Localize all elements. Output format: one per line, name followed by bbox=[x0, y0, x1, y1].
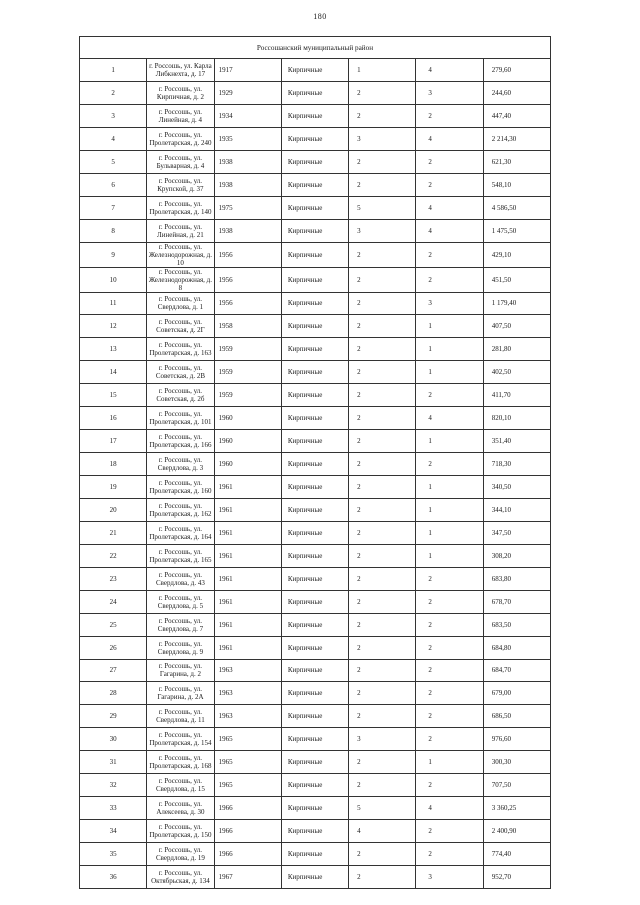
floors-cell: 2 bbox=[349, 682, 416, 705]
year-cell: 1929 bbox=[214, 81, 281, 104]
year-cell: 1965 bbox=[214, 751, 281, 774]
year-cell: 1938 bbox=[214, 173, 281, 196]
entrances-cell: 4 bbox=[416, 127, 483, 150]
year-cell: 1961 bbox=[214, 544, 281, 567]
row-number: 25 bbox=[80, 613, 147, 636]
material-cell: Кирпичные bbox=[281, 613, 348, 636]
entrances-cell: 1 bbox=[416, 476, 483, 499]
material-cell: Кирпичные bbox=[281, 567, 348, 590]
entrances-cell: 2 bbox=[416, 150, 483, 173]
area-cell: 281,80 bbox=[483, 338, 550, 361]
entrances-cell: 2 bbox=[416, 774, 483, 797]
material-cell: Кирпичные bbox=[281, 219, 348, 242]
year-cell: 1961 bbox=[214, 521, 281, 544]
address-cell: г. Россошь, ул. Пролетарская, д. 154 bbox=[147, 728, 214, 751]
row-number: 23 bbox=[80, 567, 147, 590]
area-cell: 707,50 bbox=[483, 774, 550, 797]
area-cell: 308,20 bbox=[483, 544, 550, 567]
material-cell: Кирпичные bbox=[281, 544, 348, 567]
address-cell: г. Россошь, ул. Кирпичная, д. 2 bbox=[147, 81, 214, 104]
area-cell: 244,60 bbox=[483, 81, 550, 104]
address-cell: г. Россошь, ул. Крупской, д. 37 bbox=[147, 173, 214, 196]
row-number: 26 bbox=[80, 636, 147, 659]
entrances-cell: 4 bbox=[416, 797, 483, 820]
material-cell: Кирпичные bbox=[281, 476, 348, 499]
address-cell: г. Россошь, ул. Гагарина, д. 2А bbox=[147, 682, 214, 705]
table-row bbox=[80, 476, 551, 499]
area-cell: 684,80 bbox=[483, 636, 550, 659]
row-number: 11 bbox=[80, 292, 147, 315]
row-number: 36 bbox=[80, 865, 147, 888]
row-number: 13 bbox=[80, 338, 147, 361]
area-cell: 411,70 bbox=[483, 384, 550, 407]
row-number: 16 bbox=[80, 407, 147, 430]
table-row bbox=[80, 636, 551, 659]
address-cell: г. Россошь, ул. Свердлова, д. 1 bbox=[147, 292, 214, 315]
year-cell: 1966 bbox=[214, 843, 281, 866]
table-row bbox=[80, 196, 551, 219]
floors-cell: 2 bbox=[349, 613, 416, 636]
material-cell: Кирпичные bbox=[281, 751, 348, 774]
table-row bbox=[80, 797, 551, 820]
entrances-cell: 2 bbox=[416, 384, 483, 407]
entrances-cell: 2 bbox=[416, 843, 483, 866]
entrances-cell: 2 bbox=[416, 267, 483, 292]
address-cell: г. Россошь, ул. Бульварная, д. 4 bbox=[147, 150, 214, 173]
year-cell: 1966 bbox=[214, 797, 281, 820]
area-cell: 1 179,40 bbox=[483, 292, 550, 315]
floors-cell: 2 bbox=[349, 544, 416, 567]
entrances-cell: 1 bbox=[416, 544, 483, 567]
row-number: 1 bbox=[80, 59, 147, 82]
table-row bbox=[80, 613, 551, 636]
area-cell: 447,40 bbox=[483, 104, 550, 127]
material-cell: Кирпичные bbox=[281, 521, 348, 544]
material-cell: Кирпичные bbox=[281, 292, 348, 315]
floors-cell: 2 bbox=[349, 476, 416, 499]
floors-cell: 2 bbox=[349, 705, 416, 728]
address-cell: г. Россошь, ул. Пролетарская, д. 164 bbox=[147, 521, 214, 544]
area-cell: 407,50 bbox=[483, 315, 550, 338]
year-cell: 1960 bbox=[214, 407, 281, 430]
material-cell: Кирпичные bbox=[281, 104, 348, 127]
row-number: 22 bbox=[80, 544, 147, 567]
table-row bbox=[80, 127, 551, 150]
material-cell: Кирпичные bbox=[281, 384, 348, 407]
area-cell: 683,80 bbox=[483, 567, 550, 590]
row-number: 31 bbox=[80, 751, 147, 774]
address-cell: г. Россошь, ул. Пролетарская, д. 140 bbox=[147, 196, 214, 219]
row-number: 4 bbox=[80, 127, 147, 150]
row-number: 5 bbox=[80, 150, 147, 173]
floors-cell: 3 bbox=[349, 219, 416, 242]
table-body bbox=[80, 37, 551, 889]
entrances-cell: 1 bbox=[416, 521, 483, 544]
address-cell: г. Россошь, ул. Гагарина, д. 2 bbox=[147, 659, 214, 682]
table-row bbox=[80, 315, 551, 338]
material-cell: Кирпичные bbox=[281, 636, 348, 659]
material-cell: Кирпичные bbox=[281, 705, 348, 728]
floors-cell: 2 bbox=[349, 361, 416, 384]
row-number: 10 bbox=[80, 267, 147, 292]
table-row bbox=[80, 150, 551, 173]
row-number: 27 bbox=[80, 659, 147, 682]
row-number: 28 bbox=[80, 682, 147, 705]
entrances-cell: 3 bbox=[416, 292, 483, 315]
floors-cell: 2 bbox=[349, 173, 416, 196]
area-cell: 300,30 bbox=[483, 751, 550, 774]
address-cell: г. Россошь, ул. Пролетарская, д. 162 bbox=[147, 498, 214, 521]
address-cell: г. Россошь, ул. Линейная, д. 21 bbox=[147, 219, 214, 242]
area-cell: 344,10 bbox=[483, 498, 550, 521]
table-row bbox=[80, 59, 551, 82]
year-cell: 1935 bbox=[214, 127, 281, 150]
row-number: 12 bbox=[80, 315, 147, 338]
floors-cell: 5 bbox=[349, 797, 416, 820]
material-cell: Кирпичные bbox=[281, 774, 348, 797]
address-cell: г. Россошь, ул. Карла Либкнехта, д. 17 bbox=[147, 59, 214, 82]
year-cell: 1967 bbox=[214, 865, 281, 888]
entrances-cell: 4 bbox=[416, 196, 483, 219]
entrances-cell: 2 bbox=[416, 613, 483, 636]
floors-cell: 2 bbox=[349, 659, 416, 682]
material-cell: Кирпичные bbox=[281, 338, 348, 361]
entrances-cell: 2 bbox=[416, 636, 483, 659]
floors-cell: 1 bbox=[349, 59, 416, 82]
table-row bbox=[80, 242, 551, 267]
material-cell: Кирпичные bbox=[281, 81, 348, 104]
year-cell: 1956 bbox=[214, 292, 281, 315]
floors-cell: 2 bbox=[349, 430, 416, 453]
year-cell: 1938 bbox=[214, 219, 281, 242]
table-row bbox=[80, 292, 551, 315]
year-cell: 1959 bbox=[214, 338, 281, 361]
floors-cell: 2 bbox=[349, 774, 416, 797]
row-number: 18 bbox=[80, 453, 147, 476]
year-cell: 1958 bbox=[214, 315, 281, 338]
address-cell: г. Россошь, ул. Пролетарская, д. 150 bbox=[147, 820, 214, 843]
year-cell: 1917 bbox=[214, 59, 281, 82]
row-number: 2 bbox=[80, 81, 147, 104]
floors-cell: 2 bbox=[349, 150, 416, 173]
material-cell: Кирпичные bbox=[281, 196, 348, 219]
address-cell: г. Россошь, ул. Пролетарская, д. 165 bbox=[147, 544, 214, 567]
material-cell: Кирпичные bbox=[281, 150, 348, 173]
table-row bbox=[80, 705, 551, 728]
address-cell: г. Россошь, ул. Алексеева, д. 30 bbox=[147, 797, 214, 820]
entrances-cell: 2 bbox=[416, 173, 483, 196]
table-row bbox=[80, 820, 551, 843]
floors-cell: 2 bbox=[349, 242, 416, 267]
floors-cell: 2 bbox=[349, 384, 416, 407]
table-row bbox=[80, 219, 551, 242]
area-cell: 4 586,50 bbox=[483, 196, 550, 219]
floors-cell: 2 bbox=[349, 567, 416, 590]
address-cell: г. Россошь, ул. Свердлова, д. 15 bbox=[147, 774, 214, 797]
table-row bbox=[80, 774, 551, 797]
entrances-cell: 2 bbox=[416, 682, 483, 705]
row-number: 20 bbox=[80, 498, 147, 521]
floors-cell: 2 bbox=[349, 636, 416, 659]
table-row bbox=[80, 544, 551, 567]
year-cell: 1961 bbox=[214, 498, 281, 521]
address-cell: г. Россошь, ул. Пролетарская, д. 160 bbox=[147, 476, 214, 499]
material-cell: Кирпичные bbox=[281, 430, 348, 453]
area-cell: 683,50 bbox=[483, 613, 550, 636]
table-row bbox=[80, 843, 551, 866]
floors-cell: 2 bbox=[349, 407, 416, 430]
address-cell: г. Россошь, ул. Пролетарская, д. 163 bbox=[147, 338, 214, 361]
year-cell: 1934 bbox=[214, 104, 281, 127]
material-cell: Кирпичные bbox=[281, 59, 348, 82]
address-cell: г. Россошь, ул. Свердлова, д. 3 bbox=[147, 453, 214, 476]
area-cell: 621,30 bbox=[483, 150, 550, 173]
entrances-cell: 2 bbox=[416, 705, 483, 728]
area-cell: 548,10 bbox=[483, 173, 550, 196]
entrances-cell: 2 bbox=[416, 567, 483, 590]
table-row bbox=[80, 453, 551, 476]
material-cell: Кирпичные bbox=[281, 407, 348, 430]
area-cell: 1 475,50 bbox=[483, 219, 550, 242]
row-number: 7 bbox=[80, 196, 147, 219]
material-cell: Кирпичные bbox=[281, 590, 348, 613]
table-row bbox=[80, 81, 551, 104]
area-cell: 976,60 bbox=[483, 728, 550, 751]
section-header-row bbox=[80, 37, 551, 59]
row-number: 14 bbox=[80, 361, 147, 384]
year-cell: 1959 bbox=[214, 361, 281, 384]
address-cell: г. Россошь, ул. Железнодорожная, д. 10 bbox=[147, 242, 214, 267]
section-title: Россошанский муниципальный район bbox=[80, 37, 551, 59]
address-cell: г. Россошь, ул. Свердлова, д. 19 bbox=[147, 843, 214, 866]
area-cell: 402,50 bbox=[483, 361, 550, 384]
table-row bbox=[80, 498, 551, 521]
row-number: 33 bbox=[80, 797, 147, 820]
floors-cell: 2 bbox=[349, 267, 416, 292]
material-cell: Кирпичные bbox=[281, 659, 348, 682]
area-cell: 718,30 bbox=[483, 453, 550, 476]
area-cell: 351,40 bbox=[483, 430, 550, 453]
year-cell: 1966 bbox=[214, 820, 281, 843]
address-cell: г. Россошь, ул. Октябрьская, д. 134 bbox=[147, 865, 214, 888]
year-cell: 1961 bbox=[214, 567, 281, 590]
floors-cell: 5 bbox=[349, 196, 416, 219]
area-cell: 686,50 bbox=[483, 705, 550, 728]
year-cell: 1963 bbox=[214, 705, 281, 728]
year-cell: 1963 bbox=[214, 682, 281, 705]
entrances-cell: 1 bbox=[416, 338, 483, 361]
entrances-cell: 1 bbox=[416, 751, 483, 774]
area-cell: 429,10 bbox=[483, 242, 550, 267]
material-cell: Кирпичные bbox=[281, 127, 348, 150]
year-cell: 1961 bbox=[214, 476, 281, 499]
material-cell: Кирпичные bbox=[281, 498, 348, 521]
row-number: 15 bbox=[80, 384, 147, 407]
table-row bbox=[80, 751, 551, 774]
entrances-cell: 2 bbox=[416, 242, 483, 267]
housing-table bbox=[79, 36, 551, 889]
material-cell: Кирпичные bbox=[281, 820, 348, 843]
floors-cell: 2 bbox=[349, 498, 416, 521]
address-cell: г. Россошь, ул. Пролетарская, д. 166 bbox=[147, 430, 214, 453]
floors-cell: 2 bbox=[349, 453, 416, 476]
table-row bbox=[80, 267, 551, 292]
address-cell: г. Россошь, ул. Свердлова, д. 7 bbox=[147, 613, 214, 636]
table-row bbox=[80, 865, 551, 888]
entrances-cell: 4 bbox=[416, 407, 483, 430]
row-number: 30 bbox=[80, 728, 147, 751]
floors-cell: 2 bbox=[349, 104, 416, 127]
floors-cell: 4 bbox=[349, 820, 416, 843]
floors-cell: 2 bbox=[349, 81, 416, 104]
entrances-cell: 2 bbox=[416, 590, 483, 613]
floors-cell: 2 bbox=[349, 292, 416, 315]
year-cell: 1938 bbox=[214, 150, 281, 173]
area-cell: 678,70 bbox=[483, 590, 550, 613]
floors-cell: 2 bbox=[349, 843, 416, 866]
material-cell: Кирпичные bbox=[281, 728, 348, 751]
address-cell: г. Россошь, ул. Железнодорожная, д. 8 bbox=[147, 267, 214, 292]
area-cell: 820,10 bbox=[483, 407, 550, 430]
row-number: 29 bbox=[80, 705, 147, 728]
material-cell: Кирпичные bbox=[281, 315, 348, 338]
entrances-cell: 3 bbox=[416, 865, 483, 888]
year-cell: 1960 bbox=[214, 453, 281, 476]
address-cell: г. Россошь, ул. Пролетарская, д. 101 bbox=[147, 407, 214, 430]
table-row bbox=[80, 590, 551, 613]
floors-cell: 3 bbox=[349, 728, 416, 751]
table-row bbox=[80, 407, 551, 430]
floors-cell: 2 bbox=[349, 315, 416, 338]
entrances-cell: 2 bbox=[416, 104, 483, 127]
year-cell: 1965 bbox=[214, 728, 281, 751]
area-cell: 3 360,25 bbox=[483, 797, 550, 820]
address-cell: г. Россошь, ул. Свердлова, д. 11 bbox=[147, 705, 214, 728]
floors-cell: 2 bbox=[349, 751, 416, 774]
table-row bbox=[80, 682, 551, 705]
entrances-cell: 2 bbox=[416, 453, 483, 476]
entrances-cell: 1 bbox=[416, 361, 483, 384]
table-row bbox=[80, 728, 551, 751]
row-number: 9 bbox=[80, 242, 147, 267]
floors-cell: 2 bbox=[349, 521, 416, 544]
address-cell: г. Россошь, ул. Советская, д. 2б bbox=[147, 384, 214, 407]
table-row bbox=[80, 361, 551, 384]
area-cell: 774,40 bbox=[483, 843, 550, 866]
row-number: 19 bbox=[80, 476, 147, 499]
material-cell: Кирпичные bbox=[281, 843, 348, 866]
year-cell: 1961 bbox=[214, 590, 281, 613]
address-cell: г. Россошь, ул. Пролетарская, д. 168 bbox=[147, 751, 214, 774]
year-cell: 1975 bbox=[214, 196, 281, 219]
entrances-cell: 1 bbox=[416, 498, 483, 521]
entrances-cell: 2 bbox=[416, 820, 483, 843]
area-cell: 340,50 bbox=[483, 476, 550, 499]
area-cell: 684,70 bbox=[483, 659, 550, 682]
row-number: 35 bbox=[80, 843, 147, 866]
material-cell: Кирпичные bbox=[281, 242, 348, 267]
table-row bbox=[80, 384, 551, 407]
floors-cell: 2 bbox=[349, 865, 416, 888]
area-cell: 279,60 bbox=[483, 59, 550, 82]
table-row bbox=[80, 338, 551, 361]
material-cell: Кирпичные bbox=[281, 865, 348, 888]
table-row bbox=[80, 567, 551, 590]
material-cell: Кирпичные bbox=[281, 453, 348, 476]
entrances-cell: 3 bbox=[416, 81, 483, 104]
table-row bbox=[80, 173, 551, 196]
entrances-cell: 2 bbox=[416, 728, 483, 751]
row-number: 8 bbox=[80, 219, 147, 242]
year-cell: 1956 bbox=[214, 267, 281, 292]
material-cell: Кирпичные bbox=[281, 682, 348, 705]
material-cell: Кирпичные bbox=[281, 267, 348, 292]
area-cell: 2 400,90 bbox=[483, 820, 550, 843]
entrances-cell: 4 bbox=[416, 59, 483, 82]
address-cell: г. Россошь, ул. Свердлова, д. 9 bbox=[147, 636, 214, 659]
table-row bbox=[80, 430, 551, 453]
table-row bbox=[80, 104, 551, 127]
entrances-cell: 1 bbox=[416, 315, 483, 338]
material-cell: Кирпичные bbox=[281, 361, 348, 384]
table-row bbox=[80, 659, 551, 682]
row-number: 21 bbox=[80, 521, 147, 544]
entrances-cell: 1 bbox=[416, 430, 483, 453]
entrances-cell: 2 bbox=[416, 659, 483, 682]
floors-cell: 2 bbox=[349, 590, 416, 613]
address-cell: г. Россошь, ул. Пролетарская, д. 240 bbox=[147, 127, 214, 150]
row-number: 24 bbox=[80, 590, 147, 613]
year-cell: 1965 bbox=[214, 774, 281, 797]
area-cell: 451,50 bbox=[483, 267, 550, 292]
floors-cell: 3 bbox=[349, 127, 416, 150]
entrances-cell: 4 bbox=[416, 219, 483, 242]
address-cell: г. Россошь, ул. Советская, д. 2Г bbox=[147, 315, 214, 338]
year-cell: 1959 bbox=[214, 384, 281, 407]
area-cell: 2 214,30 bbox=[483, 127, 550, 150]
row-number: 17 bbox=[80, 430, 147, 453]
row-number: 3 bbox=[80, 104, 147, 127]
area-cell: 952,70 bbox=[483, 865, 550, 888]
year-cell: 1960 bbox=[214, 430, 281, 453]
address-cell: г. Россошь, ул. Свердлова, д. 5 bbox=[147, 590, 214, 613]
year-cell: 1961 bbox=[214, 613, 281, 636]
area-cell: 347,50 bbox=[483, 521, 550, 544]
row-number: 6 bbox=[80, 173, 147, 196]
address-cell: г. Россошь, ул. Линейная, д. 4 bbox=[147, 104, 214, 127]
area-cell: 679,00 bbox=[483, 682, 550, 705]
row-number: 32 bbox=[80, 774, 147, 797]
material-cell: Кирпичные bbox=[281, 797, 348, 820]
address-cell: г. Россошь, ул. Свердлова, д. 43 bbox=[147, 567, 214, 590]
page-number: 180 bbox=[313, 12, 327, 21]
year-cell: 1956 bbox=[214, 242, 281, 267]
year-cell: 1961 bbox=[214, 636, 281, 659]
table-row bbox=[80, 521, 551, 544]
address-cell: г. Россошь, ул. Советская, д. 2В bbox=[147, 361, 214, 384]
row-number: 34 bbox=[80, 820, 147, 843]
floors-cell: 2 bbox=[349, 338, 416, 361]
year-cell: 1963 bbox=[214, 659, 281, 682]
material-cell: Кирпичные bbox=[281, 173, 348, 196]
